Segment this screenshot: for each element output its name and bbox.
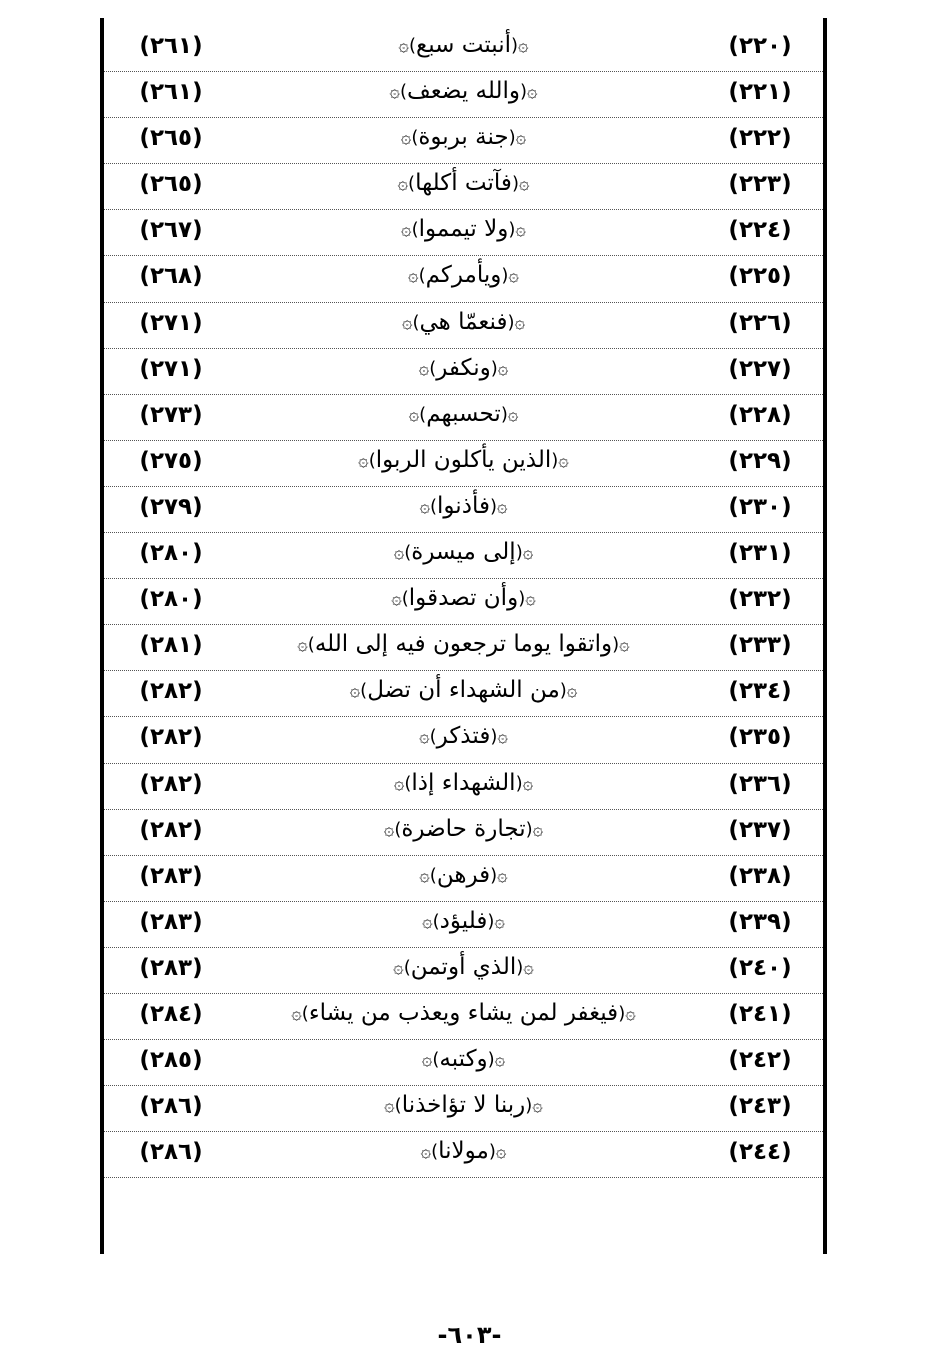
quran-phrase [254, 585, 673, 611]
ornament-close-icon: )۞ [401, 311, 420, 333]
entry-number: (٢٤٣) [728, 1093, 792, 1120]
table-row [104, 533, 823, 579]
verse-number: (٢٨٤) [139, 1000, 203, 1027]
verse-number: (٢٨٢) [139, 816, 203, 843]
ornament-open-icon: ۞( [507, 311, 526, 333]
phrase-text: وأن تصدقوا [408, 585, 519, 612]
verse-number: (٢٨٢) [139, 770, 203, 797]
quran-phrase [254, 908, 673, 934]
quran-phrase [254, 862, 673, 888]
ornament-open-icon: ۞( [489, 495, 508, 517]
phrase-text: ولا تيمموا [418, 216, 509, 243]
verse-number: (٢٧١) [139, 309, 203, 336]
ornament-open-icon: ۞( [490, 726, 508, 748]
table-row [104, 856, 823, 902]
phrase-text: فآتت أكلها [415, 170, 512, 197]
table-row [104, 671, 823, 717]
ornament-open-icon: ۞( [508, 127, 527, 149]
verse-number: (٢٦١) [139, 33, 203, 59]
ornament-close-icon: )۞ [408, 403, 427, 425]
quran-phrase [254, 1138, 673, 1164]
verse-number: (٢٦٨) [139, 263, 203, 290]
quran-phrase [254, 447, 673, 473]
phrase-text: ونكفر [436, 354, 491, 381]
entry-number: (٢٣٦) [728, 770, 792, 797]
verse-number: (٢٨٣) [139, 908, 203, 935]
ornament-close-icon: )۞ [393, 956, 411, 978]
verse-number: (٢٦٧) [139, 217, 203, 244]
quran-phrase [254, 954, 673, 980]
quran-phrase [254, 124, 673, 150]
quran-phrase [254, 493, 673, 519]
entry-number: (٢٢٣) [728, 171, 792, 198]
table-row [104, 994, 823, 1040]
ornament-open-icon: ۞( [515, 542, 534, 564]
entry-number: (٢٢٢) [728, 125, 792, 152]
entry-number: (٢٣٠) [728, 493, 792, 520]
ornament-open-icon: ۞( [515, 772, 534, 794]
ornament-close-icon: )۞ [419, 495, 438, 517]
phrase-text: وكتبه [439, 1046, 488, 1073]
ornament-open-icon: ۞( [525, 1095, 543, 1117]
phrase-text: فيغفر لمن يشاء ويعذب من يشاء [308, 999, 619, 1026]
verse-number: (٢٨٠) [139, 540, 203, 567]
entry-number: (٢٤١) [728, 1000, 792, 1027]
table-row [104, 1040, 823, 1086]
page-number: -٦٠٣- [437, 1321, 502, 1349]
ornament-open-icon: ۞( [516, 956, 534, 978]
ornament-open-icon: ۞( [511, 35, 529, 56]
ornament-open-icon: ۞( [487, 1049, 506, 1071]
phrase-text: فأذنوا [437, 492, 490, 519]
phrase-text: تجارة حاضرة [401, 815, 526, 842]
quran-phrase [254, 262, 673, 288]
ornament-open-icon: ۞( [618, 1002, 636, 1024]
ornament-close-icon: )۞ [398, 35, 416, 56]
ornament-close-icon: )۞ [397, 173, 416, 195]
entry-number: (٢٣٣) [728, 632, 792, 659]
phrase-text: إلى ميسرة [411, 539, 516, 566]
ornament-close-icon: )۞ [421, 1049, 440, 1071]
ornament-open-icon: ۞( [511, 173, 530, 195]
quran-phrase [254, 78, 673, 104]
ornament-close-icon: )۞ [393, 772, 412, 794]
table-row [104, 256, 823, 302]
quran-phrase [254, 309, 673, 335]
ornament-close-icon: )۞ [400, 127, 419, 149]
verse-number: (٢٨٥) [139, 1047, 203, 1074]
entry-number: (٢٣٥) [728, 724, 792, 751]
quran-phrase [254, 401, 673, 427]
entry-number: (٢٤٠) [728, 954, 792, 981]
verse-number: (٢٦١) [139, 79, 203, 106]
entry-number: (٢٢٤) [728, 217, 792, 244]
verse-number: (٢٨١) [139, 632, 203, 659]
verse-number: (٢٧٥) [139, 447, 203, 474]
verse-number: (٢٨٦) [139, 1139, 203, 1166]
ornament-close-icon: )۞ [391, 588, 409, 610]
quran-phrase [254, 631, 673, 657]
entry-number: (٢٣٤) [728, 678, 792, 705]
ornament-open-icon: ۞( [612, 634, 630, 656]
quran-phrase [254, 816, 673, 842]
verse-number: (٢٨٠) [139, 586, 203, 613]
entry-number: (٢٢٥) [728, 263, 792, 290]
table-row [104, 764, 823, 810]
phrase-text: مولانا [438, 1138, 489, 1165]
table-row [104, 164, 823, 210]
table-row [104, 210, 823, 256]
verse-number: (٢٧٣) [139, 401, 203, 428]
readings-table [100, 18, 827, 1254]
phrase-text: أنبتت سبع [415, 32, 512, 58]
entry-number: (٢٣١) [728, 540, 792, 567]
table-rows [104, 26, 823, 1178]
phrase-text: جنة بربوة [418, 124, 509, 151]
ornament-close-icon: )۞ [358, 449, 376, 471]
verse-number: (٢٧٩) [139, 493, 203, 520]
ornament-close-icon: )۞ [393, 542, 412, 564]
quran-phrase [254, 1000, 673, 1026]
ornament-open-icon: ۞( [487, 910, 505, 932]
phrase-text: ربنا لا تؤاخذنا [401, 1092, 526, 1119]
ornament-open-icon: ۞( [490, 357, 509, 379]
table-row [104, 395, 823, 441]
phrase-text: والله يضعف [406, 78, 520, 105]
ornament-open-icon: ۞( [525, 818, 544, 840]
phrase-text: من الشهداء أن تضل [367, 677, 560, 704]
ornament-close-icon: )۞ [420, 1141, 439, 1163]
quran-phrase [254, 723, 673, 749]
verse-number: (٢٧١) [139, 355, 203, 382]
table-row [104, 349, 823, 395]
table-row [104, 118, 823, 164]
entry-number: (٢٢٨) [728, 401, 792, 428]
entry-number: (٢٤٤) [728, 1139, 792, 1166]
phrase-text: الذين يأكلون الربوا [375, 446, 552, 473]
ornament-close-icon: )۞ [418, 357, 437, 379]
entry-number: (٢٢٠) [728, 33, 792, 59]
phrase-text: فليؤد [439, 907, 488, 934]
ornament-close-icon: )۞ [408, 265, 426, 287]
verse-number: (٢٨٢) [139, 724, 203, 751]
phrase-text: واتقوا يوما ترجعون فيه إلى الله [314, 631, 613, 658]
quran-phrase [254, 1046, 673, 1072]
verse-number: (٢٨٢) [139, 678, 203, 705]
table-row [104, 26, 823, 72]
entry-number: (٢٣٢) [728, 586, 792, 613]
table-row [104, 625, 823, 671]
ornament-close-icon: )۞ [419, 726, 437, 748]
entry-number: (٢٣٩) [728, 908, 792, 935]
table-row [104, 441, 823, 487]
phrase-text: فرهن [436, 861, 491, 888]
entry-number: (٢٣٨) [728, 862, 792, 889]
phrase-text: تحسبهم [426, 400, 501, 427]
verse-number: (٢٨٣) [139, 862, 203, 889]
quran-phrase [254, 1092, 673, 1118]
ornament-close-icon: )۞ [419, 864, 437, 886]
entry-number: (٢٣٧) [728, 816, 792, 843]
verse-number: (٢٦٥) [139, 171, 203, 198]
ornament-close-icon: )۞ [383, 818, 402, 840]
ornament-open-icon: ۞( [508, 219, 526, 241]
ornament-close-icon: )۞ [389, 81, 407, 103]
ornament-open-icon: ۞( [518, 588, 536, 610]
phrase-text: فتذكر [436, 723, 491, 750]
ornament-open-icon: ۞( [490, 864, 508, 886]
table-row [104, 487, 823, 533]
entry-number: (٢٢٧) [728, 355, 792, 382]
verse-number: (٢٨٦) [139, 1093, 203, 1120]
table-row [104, 902, 823, 948]
ornament-open-icon: ۞( [551, 449, 569, 471]
table-row [104, 948, 823, 994]
quran-phrase [254, 170, 673, 196]
table-row [104, 810, 823, 856]
table-row [104, 579, 823, 625]
table-row [104, 303, 823, 349]
entry-number: (٢٢١) [728, 79, 792, 106]
ornament-close-icon: )۞ [349, 680, 368, 702]
quran-phrase [254, 216, 673, 242]
table-row [104, 717, 823, 763]
quran-phrase [254, 677, 673, 703]
ornament-close-icon: )۞ [297, 634, 315, 656]
quran-phrase [254, 32, 673, 58]
verse-number: (٢٦٥) [139, 125, 203, 152]
ornament-close-icon: )۞ [401, 219, 419, 241]
entry-number: (٢٤٢) [728, 1047, 792, 1074]
ornament-open-icon: ۞( [500, 403, 519, 425]
phrase-text: ويأمركم [425, 262, 502, 289]
ornament-open-icon: ۞( [501, 265, 519, 287]
ornament-open-icon: ۞( [559, 680, 578, 702]
quran-phrase [254, 355, 673, 381]
table-row [104, 1132, 823, 1178]
table-row [104, 1086, 823, 1132]
ornament-open-icon: ۞( [488, 1141, 507, 1163]
ornament-close-icon: )۞ [291, 1002, 309, 1024]
entry-number: (٢٢٦) [728, 309, 792, 336]
ornament-close-icon: )۞ [422, 910, 440, 932]
phrase-text: الذي أوتمن [410, 953, 517, 980]
quran-phrase [254, 770, 673, 796]
table-row [104, 72, 823, 118]
ornament-close-icon: )۞ [384, 1095, 402, 1117]
phrase-text: الشهداء إذا [411, 769, 516, 796]
ornament-open-icon: ۞( [520, 81, 538, 103]
quran-phrase [254, 539, 673, 565]
entry-number: (٢٢٩) [728, 447, 792, 474]
verse-number: (٢٨٣) [139, 954, 203, 981]
phrase-text: فنعمّا هي [419, 308, 508, 335]
